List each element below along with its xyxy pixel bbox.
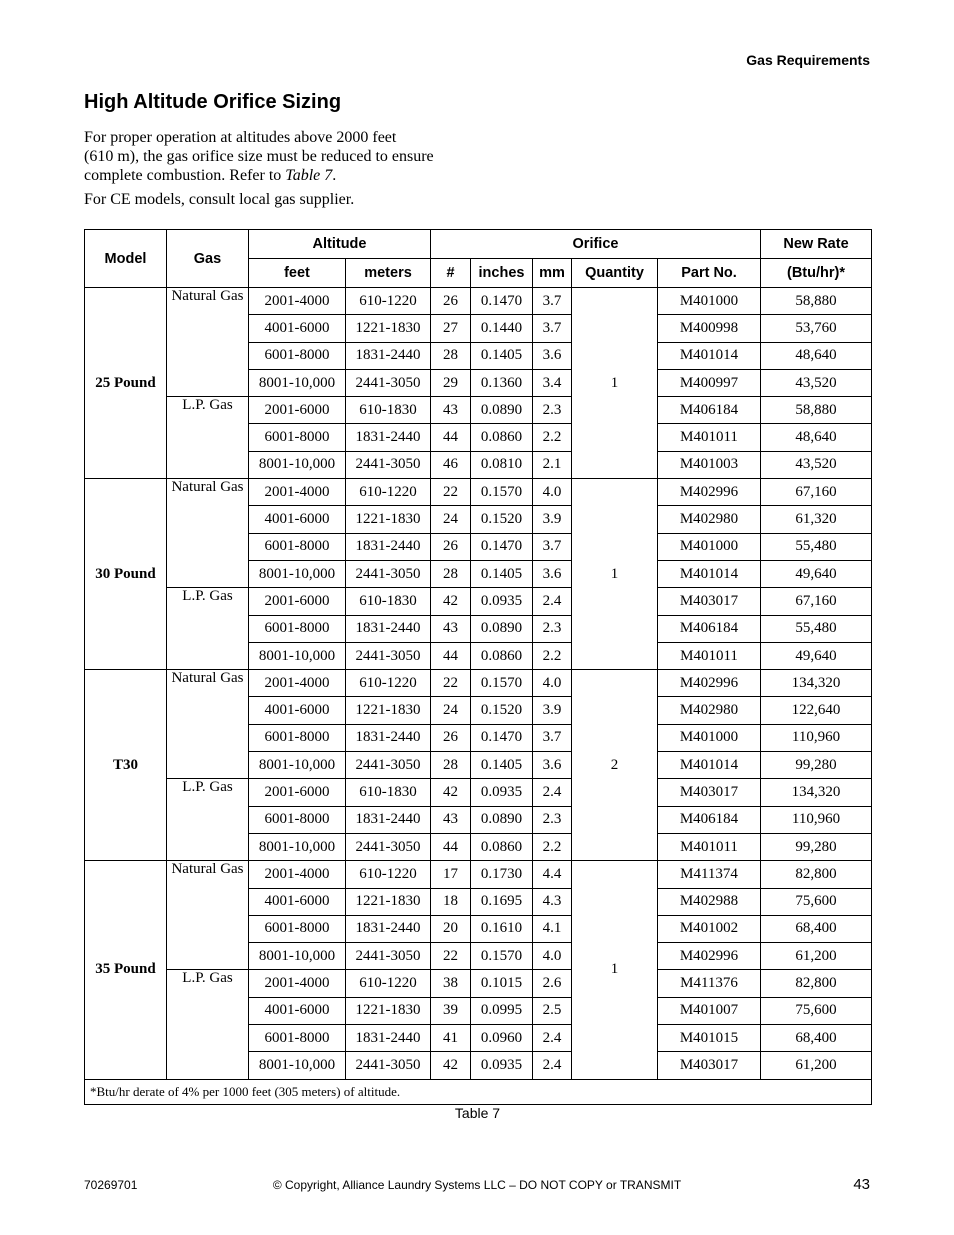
part-no-cell: M406184	[658, 397, 761, 424]
inches-cell: 0.0935	[471, 1052, 533, 1079]
ce-note: For CE models, consult local gas supplier.	[84, 191, 355, 208]
inches-cell: 0.1015	[471, 970, 533, 997]
new-rate-cell: 43,520	[761, 369, 872, 396]
mm-cell: 4.0	[533, 943, 572, 970]
orifice-number-cell: 46	[431, 451, 471, 478]
table-body	[85, 288, 872, 1080]
orifice-number-cell: 43	[431, 806, 471, 833]
table-row	[85, 779, 872, 806]
part-no-cell: M403017	[658, 588, 761, 615]
orifice-number-cell: 28	[431, 752, 471, 779]
page-number: 43	[853, 1176, 870, 1193]
new-rate-cell: 134,320	[761, 779, 872, 806]
part-no-cell: M401003	[658, 451, 761, 478]
new-rate-cell: 43,520	[761, 451, 872, 478]
mm-cell: 3.7	[533, 315, 572, 342]
new-rate-cell: 55,480	[761, 615, 872, 642]
part-no-cell: M401007	[658, 997, 761, 1024]
header-part-no: Part No.	[658, 259, 761, 288]
quantity-cell: 1	[572, 288, 658, 479]
new-rate-cell: 122,640	[761, 697, 872, 724]
feet-cell: 2001-6000	[249, 397, 346, 424]
new-rate-cell: 49,640	[761, 560, 872, 587]
meters-cell: 2441-3050	[346, 560, 431, 587]
meters-cell: 1221-1830	[346, 888, 431, 915]
mm-cell: 2.1	[533, 451, 572, 478]
table-row	[85, 670, 872, 697]
mm-cell: 2.3	[533, 806, 572, 833]
orifice-number-cell: 26	[431, 724, 471, 751]
new-rate-cell: 110,960	[761, 806, 872, 833]
intro-suffix: .	[332, 167, 337, 184]
inches-cell: 0.1610	[471, 915, 533, 942]
part-no-cell: M401000	[658, 533, 761, 560]
header-meters: meters	[346, 259, 431, 288]
page-title: High Altitude Orifice Sizing	[84, 91, 342, 113]
meters-cell: 1831-2440	[346, 915, 431, 942]
inches-cell: 0.1405	[471, 560, 533, 587]
feet-cell: 2001-6000	[249, 588, 346, 615]
inches-cell: 0.1570	[471, 943, 533, 970]
meters-cell: 2441-3050	[346, 1052, 431, 1079]
orifice-number-cell: 22	[431, 479, 471, 506]
table-row	[85, 588, 872, 615]
table-row	[85, 288, 872, 315]
meters-cell: 2441-3050	[346, 833, 431, 860]
header-feet: feet	[249, 259, 346, 288]
mm-cell: 3.7	[533, 724, 572, 751]
inches-cell: 0.0935	[471, 588, 533, 615]
feet-cell: 2001-6000	[249, 779, 346, 806]
orifice-number-cell: 28	[431, 560, 471, 587]
new-rate-cell: 55,480	[761, 533, 872, 560]
inches-cell: 0.0860	[471, 424, 533, 451]
section-header: Gas Requirements	[746, 52, 870, 68]
meters-cell: 1831-2440	[346, 424, 431, 451]
inches-cell: 0.0935	[471, 779, 533, 806]
meters-cell: 1831-2440	[346, 615, 431, 642]
feet-cell: 4001-6000	[249, 997, 346, 1024]
orifice-number-cell: 44	[431, 833, 471, 860]
header-number: #	[431, 259, 471, 288]
part-no-cell: M402996	[658, 943, 761, 970]
model-cell: 30 Pound	[85, 479, 167, 670]
header-btu: (Btu/hr)*	[761, 259, 872, 288]
gas-cell: Natural Gas	[167, 288, 249, 397]
orifice-number-cell: 41	[431, 1025, 471, 1052]
table-header	[85, 230, 872, 288]
feet-cell: 4001-6000	[249, 506, 346, 533]
mm-cell: 2.4	[533, 588, 572, 615]
meters-cell: 2441-3050	[346, 752, 431, 779]
feet-cell: 6001-8000	[249, 615, 346, 642]
meters-cell: 2441-3050	[346, 943, 431, 970]
part-no-cell: M406184	[658, 806, 761, 833]
part-no-cell: M401014	[658, 752, 761, 779]
part-no-cell: M401011	[658, 642, 761, 669]
gas-cell: L.P. Gas	[167, 588, 249, 670]
quantity-cell: 1	[572, 861, 658, 1079]
orifice-number-cell: 26	[431, 533, 471, 560]
orifice-number-cell: 38	[431, 970, 471, 997]
mm-cell: 4.0	[533, 479, 572, 506]
feet-cell: 4001-6000	[249, 697, 346, 724]
inches-cell: 0.0890	[471, 806, 533, 833]
new-rate-cell: 61,200	[761, 1052, 872, 1079]
feet-cell: 6001-8000	[249, 533, 346, 560]
inches-cell: 0.1405	[471, 342, 533, 369]
new-rate-cell: 134,320	[761, 670, 872, 697]
mm-cell: 4.0	[533, 670, 572, 697]
part-no-cell: M401011	[658, 424, 761, 451]
inches-cell: 0.1440	[471, 315, 533, 342]
mm-cell: 2.4	[533, 1052, 572, 1079]
part-no-cell: M403017	[658, 779, 761, 806]
copyright-notice: © Copyright, Alliance Laundry Systems LLC – DO NOT COPY or TRANSMIT	[272, 1178, 682, 1192]
meters-cell: 610-1220	[346, 970, 431, 997]
inches-cell: 0.0960	[471, 1025, 533, 1052]
quantity-cell: 2	[572, 670, 658, 861]
meters-cell: 1831-2440	[346, 342, 431, 369]
orifice-number-cell: 28	[431, 342, 471, 369]
feet-cell: 6001-8000	[249, 806, 346, 833]
part-no-cell: M401002	[658, 915, 761, 942]
footnote-row	[85, 1079, 872, 1104]
new-rate-cell: 82,800	[761, 861, 872, 888]
feet-cell: 6001-8000	[249, 724, 346, 751]
model-cell: 35 Pound	[85, 861, 167, 1079]
new-rate-cell: 75,600	[761, 888, 872, 915]
mm-cell: 2.6	[533, 970, 572, 997]
gas-cell: L.P. Gas	[167, 397, 249, 479]
new-rate-cell: 58,880	[761, 397, 872, 424]
part-no-cell: M400998	[658, 315, 761, 342]
inches-cell: 0.0860	[471, 642, 533, 669]
inches-cell: 0.1520	[471, 506, 533, 533]
meters-cell: 1831-2440	[346, 533, 431, 560]
feet-cell: 2001-4000	[249, 861, 346, 888]
new-rate-cell: 99,280	[761, 833, 872, 860]
feet-cell: 2001-4000	[249, 970, 346, 997]
orifice-number-cell: 42	[431, 1052, 471, 1079]
orifice-number-cell: 22	[431, 943, 471, 970]
gas-cell: L.P. Gas	[167, 970, 249, 1079]
mm-cell: 2.3	[533, 615, 572, 642]
intro-paragraph	[84, 128, 474, 185]
inches-cell: 0.0995	[471, 997, 533, 1024]
feet-cell: 4001-6000	[249, 888, 346, 915]
meters-cell: 1831-2440	[346, 1025, 431, 1052]
part-no-cell: M406184	[658, 615, 761, 642]
inches-cell: 0.1520	[471, 697, 533, 724]
part-no-cell: M401014	[658, 342, 761, 369]
header-quantity: Quantity	[572, 259, 658, 288]
new-rate-cell: 68,400	[761, 915, 872, 942]
meters-cell: 1221-1830	[346, 315, 431, 342]
feet-cell: 6001-8000	[249, 424, 346, 451]
orifice-number-cell: 42	[431, 588, 471, 615]
orifice-number-cell: 29	[431, 369, 471, 396]
mm-cell: 4.1	[533, 915, 572, 942]
doc-number: 70269701	[84, 1178, 138, 1192]
mm-cell: 3.4	[533, 369, 572, 396]
part-no-cell: M402988	[658, 888, 761, 915]
orifice-number-cell: 44	[431, 424, 471, 451]
meters-cell: 1831-2440	[346, 806, 431, 833]
table-row	[85, 397, 872, 424]
inches-cell: 0.1470	[471, 724, 533, 751]
inches-cell: 0.1470	[471, 288, 533, 315]
mm-cell: 2.5	[533, 997, 572, 1024]
new-rate-cell: 68,400	[761, 1025, 872, 1052]
new-rate-cell: 49,640	[761, 642, 872, 669]
orifice-number-cell: 43	[431, 397, 471, 424]
new-rate-cell: 48,640	[761, 424, 872, 451]
inches-cell: 0.1405	[471, 752, 533, 779]
table-footer	[85, 1079, 872, 1104]
part-no-cell: M401000	[658, 724, 761, 751]
intro-line-3: complete combustion. Refer to	[84, 167, 286, 184]
meters-cell: 610-1220	[346, 479, 431, 506]
new-rate-cell: 67,160	[761, 479, 872, 506]
model-cell: T30	[85, 670, 167, 861]
orifice-number-cell: 24	[431, 506, 471, 533]
orifice-number-cell: 43	[431, 615, 471, 642]
inches-cell: 0.1730	[471, 861, 533, 888]
table-row	[85, 970, 872, 997]
part-no-cell: M411374	[658, 861, 761, 888]
feet-cell: 8001-10,000	[249, 943, 346, 970]
feet-cell: 8001-10,000	[249, 451, 346, 478]
meters-cell: 2441-3050	[346, 369, 431, 396]
new-rate-cell: 48,640	[761, 342, 872, 369]
mm-cell: 2.2	[533, 833, 572, 860]
meters-cell: 1221-1830	[346, 997, 431, 1024]
new-rate-cell: 99,280	[761, 752, 872, 779]
orifice-number-cell: 42	[431, 779, 471, 806]
gas-cell: L.P. Gas	[167, 779, 249, 861]
inches-cell: 0.0890	[471, 397, 533, 424]
part-no-cell: M401014	[658, 560, 761, 587]
intro-line-2: (610 m), the gas orifice size must be reduced to ensure	[84, 148, 434, 165]
mm-cell: 3.9	[533, 697, 572, 724]
model-cell: 25 Pound	[85, 288, 167, 479]
orifice-number-cell: 26	[431, 288, 471, 315]
feet-cell: 6001-8000	[249, 915, 346, 942]
header-row-1	[85, 230, 872, 259]
meters-cell: 610-1220	[346, 861, 431, 888]
mm-cell: 3.7	[533, 533, 572, 560]
quantity-cell: 1	[572, 479, 658, 670]
header-new-rate: New Rate	[761, 230, 872, 259]
part-no-cell: M402996	[658, 670, 761, 697]
part-no-cell: M403017	[658, 1052, 761, 1079]
meters-cell: 1221-1830	[346, 506, 431, 533]
mm-cell: 2.4	[533, 1025, 572, 1052]
meters-cell: 2441-3050	[346, 642, 431, 669]
mm-cell: 2.2	[533, 424, 572, 451]
part-no-cell: M401015	[658, 1025, 761, 1052]
orifice-table	[84, 229, 872, 1105]
orifice-number-cell: 39	[431, 997, 471, 1024]
new-rate-cell: 61,200	[761, 943, 872, 970]
gas-cell: Natural Gas	[167, 670, 249, 779]
feet-cell: 2001-4000	[249, 288, 346, 315]
footnote: *Btu/hr derate of 4% per 1000 feet (305 meters) of altitude.	[85, 1079, 872, 1104]
feet-cell: 2001-4000	[249, 670, 346, 697]
feet-cell: 8001-10,000	[249, 752, 346, 779]
meters-cell: 2441-3050	[346, 451, 431, 478]
part-no-cell: M400997	[658, 369, 761, 396]
mm-cell: 3.6	[533, 752, 572, 779]
new-rate-cell: 58,880	[761, 288, 872, 315]
header-orifice: Orifice	[431, 230, 761, 259]
meters-cell: 610-1830	[346, 779, 431, 806]
feet-cell: 8001-10,000	[249, 560, 346, 587]
gas-cell: Natural Gas	[167, 861, 249, 970]
inches-cell: 0.0890	[471, 615, 533, 642]
orifice-number-cell: 22	[431, 670, 471, 697]
feet-cell: 8001-10,000	[249, 642, 346, 669]
inches-cell: 0.1695	[471, 888, 533, 915]
header-mm: mm	[533, 259, 572, 288]
mm-cell: 3.6	[533, 560, 572, 587]
orifice-number-cell: 24	[431, 697, 471, 724]
part-no-cell: M401000	[658, 288, 761, 315]
orifice-number-cell: 17	[431, 861, 471, 888]
feet-cell: 8001-10,000	[249, 833, 346, 860]
meters-cell: 1221-1830	[346, 697, 431, 724]
mm-cell: 3.7	[533, 288, 572, 315]
header-gas: Gas	[167, 230, 249, 288]
meters-cell: 610-1830	[346, 397, 431, 424]
meters-cell: 610-1220	[346, 670, 431, 697]
mm-cell: 4.3	[533, 888, 572, 915]
table-reference: Table 7	[285, 167, 333, 184]
intro-line-1: For proper operation at altitudes above 2000 feet	[84, 129, 397, 146]
new-rate-cell: 53,760	[761, 315, 872, 342]
header-altitude: Altitude	[249, 230, 431, 259]
new-rate-cell: 67,160	[761, 588, 872, 615]
table-caption: Table 7	[454, 1105, 501, 1121]
feet-cell: 6001-8000	[249, 342, 346, 369]
header-inches: inches	[471, 259, 533, 288]
mm-cell: 2.2	[533, 642, 572, 669]
part-no-cell: M402980	[658, 697, 761, 724]
meters-cell: 610-1220	[346, 288, 431, 315]
orifice-number-cell: 18	[431, 888, 471, 915]
meters-cell: 1831-2440	[346, 724, 431, 751]
inches-cell: 0.0860	[471, 833, 533, 860]
inches-cell: 0.1360	[471, 369, 533, 396]
part-no-cell: M411376	[658, 970, 761, 997]
orifice-number-cell: 27	[431, 315, 471, 342]
new-rate-cell: 75,600	[761, 997, 872, 1024]
feet-cell: 4001-6000	[249, 315, 346, 342]
new-rate-cell: 82,800	[761, 970, 872, 997]
inches-cell: 0.1570	[471, 479, 533, 506]
table-row	[85, 861, 872, 888]
header-model: Model	[85, 230, 167, 288]
mm-cell: 2.4	[533, 779, 572, 806]
gas-cell: Natural Gas	[167, 479, 249, 588]
part-no-cell: M402980	[658, 506, 761, 533]
mm-cell: 2.3	[533, 397, 572, 424]
mm-cell: 3.9	[533, 506, 572, 533]
new-rate-cell: 110,960	[761, 724, 872, 751]
mm-cell: 3.6	[533, 342, 572, 369]
orifice-number-cell: 20	[431, 915, 471, 942]
inches-cell: 0.1470	[471, 533, 533, 560]
inches-cell: 0.0810	[471, 451, 533, 478]
feet-cell: 6001-8000	[249, 1025, 346, 1052]
inches-cell: 0.1570	[471, 670, 533, 697]
feet-cell: 8001-10,000	[249, 369, 346, 396]
table-row	[85, 479, 872, 506]
feet-cell: 8001-10,000	[249, 1052, 346, 1079]
part-no-cell: M402996	[658, 479, 761, 506]
meters-cell: 610-1830	[346, 588, 431, 615]
feet-cell: 2001-4000	[249, 479, 346, 506]
orifice-number-cell: 44	[431, 642, 471, 669]
mm-cell: 4.4	[533, 861, 572, 888]
new-rate-cell: 61,320	[761, 506, 872, 533]
part-no-cell: M401011	[658, 833, 761, 860]
